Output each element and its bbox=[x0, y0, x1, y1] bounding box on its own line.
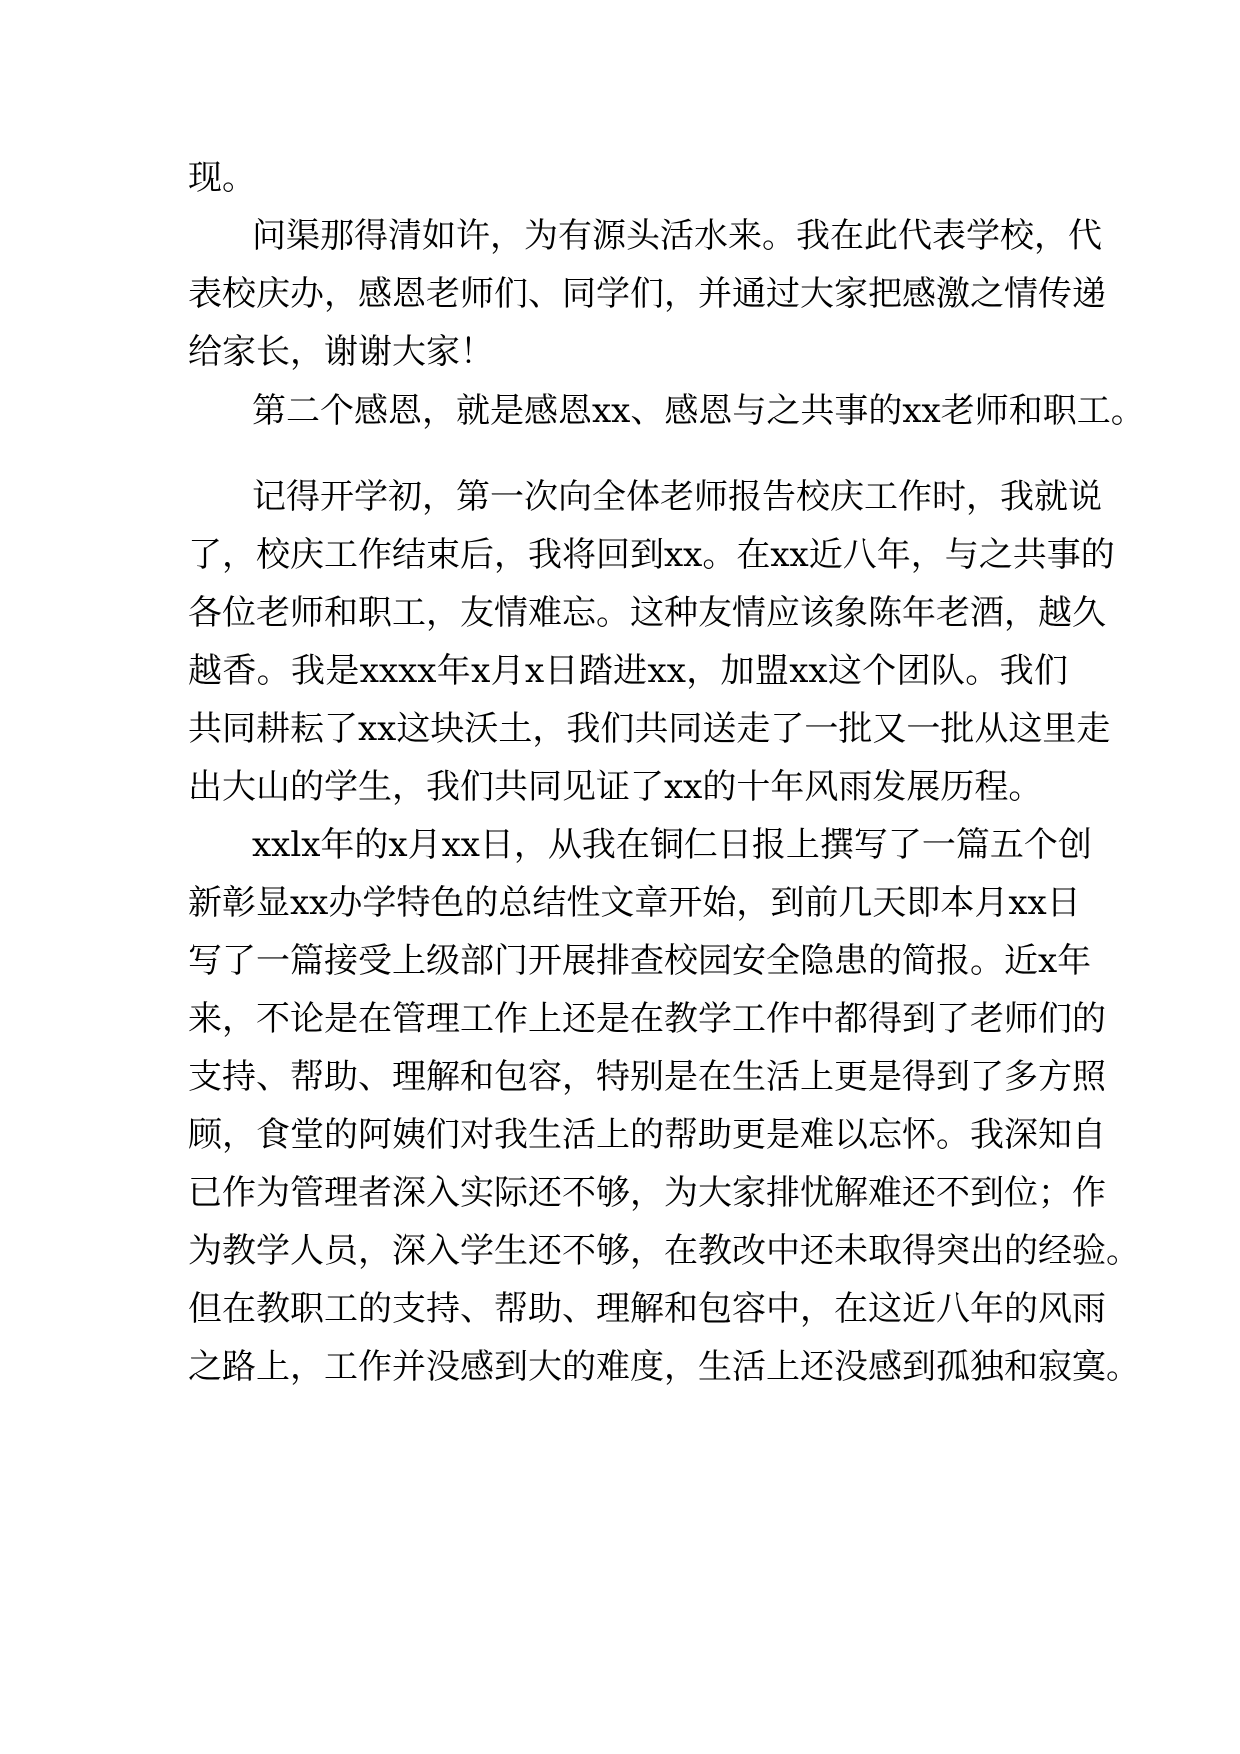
text-line: 之路上，工作并没感到大的难度，生活上还没感到孤独和寂寞。 bbox=[188, 1347, 1140, 1387]
text-line: 已作为管理者深入实际还不够，为大家排忧解难还不到位；作 bbox=[188, 1173, 1106, 1213]
text-line: 了，校庆工作结束后，我将回到xx。在xx近八年，与之共事的 bbox=[188, 535, 1115, 575]
text-line: 记得开学初，第一次向全体老师报告校庆工作时，我就说 bbox=[252, 477, 1102, 517]
text-line: 顾，食堂的阿姨们对我生活上的帮助更是难以忘怀。我深知自 bbox=[188, 1115, 1106, 1155]
text-line: 各位老师和职工，友情难忘。这种友情应该象陈年老酒，越久 bbox=[188, 593, 1106, 633]
text-line: 表校庆办，感恩老师们、同学们，并通过大家把感激之情传递 bbox=[188, 274, 1106, 314]
text-line: 新彰显xx办学特色的总结性文章开始，到前几天即本月xx日 bbox=[188, 883, 1081, 923]
text-line: 写了一篇接受上级部门开展排查校园安全隐患的简报。近x年 bbox=[188, 941, 1092, 981]
text-line: 问渠那得清如许，为有源头活水来。我在此代表学校，代 bbox=[252, 216, 1102, 256]
text-line: 来，不论是在管理工作上还是在教学工作中都得到了老师们的 bbox=[188, 999, 1106, 1039]
text-line: 出大山的学生，我们共同见证了xx的十年风雨发展历程。 bbox=[188, 767, 1043, 807]
text-line: xxlx年的x月xx日，从我在铜仁日报上撰写了一篇五个创 bbox=[252, 825, 1092, 865]
text-line: 越香。我是xxxx年x月x日踏进xx，加盟xx这个团队。我们 bbox=[188, 651, 1068, 691]
text-line: 共同耕耘了xx这块沃土，我们共同送走了一批又一批从这里走 bbox=[188, 709, 1111, 749]
text-line: 为教学人员，深入学生还不够，在教改中还未取得突出的经验。 bbox=[188, 1231, 1140, 1271]
text-line: 给家长，谢谢大家！ bbox=[188, 332, 494, 372]
text-line: 现。 bbox=[188, 158, 256, 198]
text-line: 但在教职工的支持、帮助、理解和包容中，在这近八年的风雨 bbox=[188, 1289, 1106, 1329]
text-line: 支持、帮助、理解和包容，特别是在生活上更是得到了多方照 bbox=[188, 1057, 1106, 1097]
text-line: 第二个感恩，就是感恩xx、感恩与之共事的xx老师和职工。 bbox=[252, 391, 1145, 431]
